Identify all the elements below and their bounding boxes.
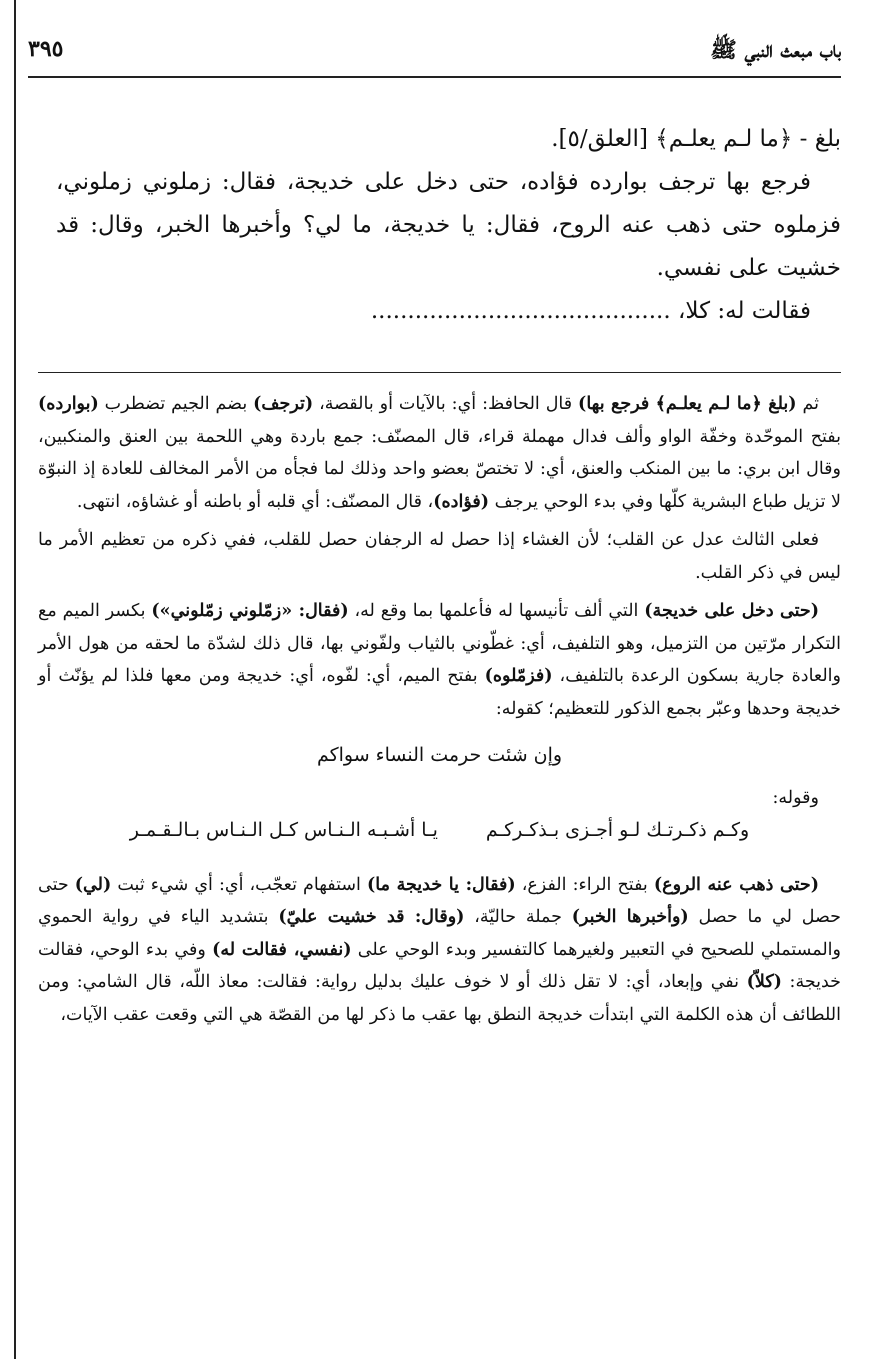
text-segment: بضم الجيم تضطرب — [98, 394, 254, 414]
text-segment: وفي بدء الوحي، فقالت خديجة: — [38, 939, 841, 992]
text-segment: بفتح الميم، أي: لفّوه، أي: خديجة ومن معها فلذا لم يؤنّث أو خديجة وحدها وعبّر بجمع الذكور للتعظيم؛ كقوله: — [38, 666, 841, 719]
text-segment: فعلى الثالث عدل عن القلب؛ لأن الغشاء إذا حصل له الرجفان حصل للقلب، ففي ذكره من تعظيم الأمر ما ليس في ذكر القلب. — [38, 530, 841, 583]
main-paragraph: فرجع بها ترجف بوارده فؤاده، حتى دخل على خديجة، فقال: زملوني زملوني، فزملوه حتى ذهب عنه الروح، فقال: يا خديجة، ما لي؟ وأخبرها الخبر، وقال: قد خشيت على نفسي. — [56, 169, 841, 281]
header-rule — [28, 76, 841, 78]
main-line-1: بلغ - ﴿ما لـم يعلـم﴾ [العلق/٥]. — [551, 126, 841, 152]
text-segment: التي ألف تأنيسها له فأعلمها بما وقع له، — [348, 601, 645, 621]
main-text — [56, 118, 841, 333]
bold-quote-segment: (لي) — [74, 874, 112, 895]
omission-dots: ......................................... — [370, 298, 671, 324]
bold-quote-segment: (بوارده) — [38, 394, 99, 414]
bold-quote-segment: (وقال: قد خشيت عليّ) — [278, 907, 465, 927]
page-header — [28, 34, 841, 74]
text-segment: استفهام تعجّب، أي: أي شيء ثبت — [111, 874, 368, 895]
text-segment: بكسر الميم مع التكرار مرّتين من التزميل، وهو التلفيف، أي: غطّوني بالثياب ولفّوني بها، قال ذلك لشدّة ما لحقه من هول الأمر والعادة جارية بسكون الرعدة بالتلفيف، — [38, 601, 841, 686]
bold-quote-segment: (وأخبرها الخبر) — [571, 907, 689, 927]
main-last-line — [56, 290, 841, 333]
page-number: ٣٩٥ — [28, 36, 64, 62]
text-segment: نفي وإبعاد، أي: لا تقل ذلك أو لا خوف عليك بدليل رواية: فقالت: معاذ اللّه، قال الشامي: ومن اللطائف أن هذه الكلمة التي ابتدأت خديجة النطق بها عقب ما ذكر لها من القصّة هي التي وقعت عقب الآيات، — [38, 972, 841, 1025]
commentary-paragraph-2 — [38, 524, 841, 589]
text-segment: بفتح الراء: الفزع، — [515, 874, 654, 895]
verse-hemistich-2: يـا أشـبـه الـنـاس كـل الـنـاس بـالـقـمـر — [129, 819, 438, 841]
commentary — [38, 388, 841, 1031]
text-segment: ثم — [796, 394, 819, 414]
bold-quote-segment: (ترجف) — [253, 394, 314, 414]
bold-quote-segment: (حتى دخل على خديجة) — [644, 601, 820, 621]
bold-quote-segment: (فقال: يا خديجة ما) — [367, 874, 516, 895]
bold-quote-segment: (نفسي، فقالت له) — [212, 939, 352, 960]
footnote-divider — [38, 372, 841, 373]
bold-quote-segment: (فقال: «زمّلوني زمّلوني») — [151, 601, 349, 621]
main-last-text: فقالت له: كلا، — [670, 298, 811, 324]
verse-line-1: وإن شئت حرمت النساء سواكم — [316, 744, 563, 766]
commentary-paragraph-4 — [38, 869, 841, 1032]
verse-hemistich-1: وكـم ذكـرتـك لـو أجـزى بـذكـركـم — [485, 819, 750, 841]
text-segment: قال الحافظ: أي: بالآيات أو بالقصة، — [313, 394, 579, 414]
chapter-title: باب مبعث النبي ﷺ — [710, 37, 841, 63]
text-segment: حتى حصل لي ما حصل — [38, 874, 841, 927]
verse-intro: وقوله: — [772, 787, 819, 808]
book-page — [14, 0, 879, 1359]
text-segment: ، قال المصنّف: أي قلبه أو باطنه أو غشاؤه، انتهى. — [76, 491, 434, 512]
bold-quote-segment: (بلغ ﴿ما لـم يعلـم﴾ فرجع بها) — [578, 394, 797, 414]
verse-line-2 — [38, 814, 841, 847]
text-segment: جملة حاليّة، — [464, 907, 572, 927]
text-segment: بتشديد الياء في رواية الحموي والمستملي للصحيح في التعبير ولغيرهما كالتفسير وبدء الوحي على — [38, 907, 841, 960]
bold-quote-segment: (كلاّ) — [746, 972, 782, 992]
bold-quote-segment: (فؤاده) — [433, 491, 490, 512]
text-segment: بفتح الموحّدة وخفّة الواو وألف فدال مهملة قراء، قال المصنّف: جمع باردة وهي اللحمة بين العنق والمنكبين، وقال ابن بري: ما بين المنكب والعنق، أي: لا تختصّ بعضو واحد وذلك لما فجأه من الأمر المخالف للعادة إذ النبوّة لا تزيل طباع البشرية كلّها وفي بدء الوحي يرجف — [38, 426, 841, 512]
commentary-paragraph-1 — [38, 388, 841, 518]
bold-quote-segment: (حتى ذهب عنه الروع) — [653, 874, 820, 895]
commentary-paragraph-3 — [38, 595, 841, 725]
bold-quote-segment: (فزمّلوه) — [484, 666, 553, 686]
